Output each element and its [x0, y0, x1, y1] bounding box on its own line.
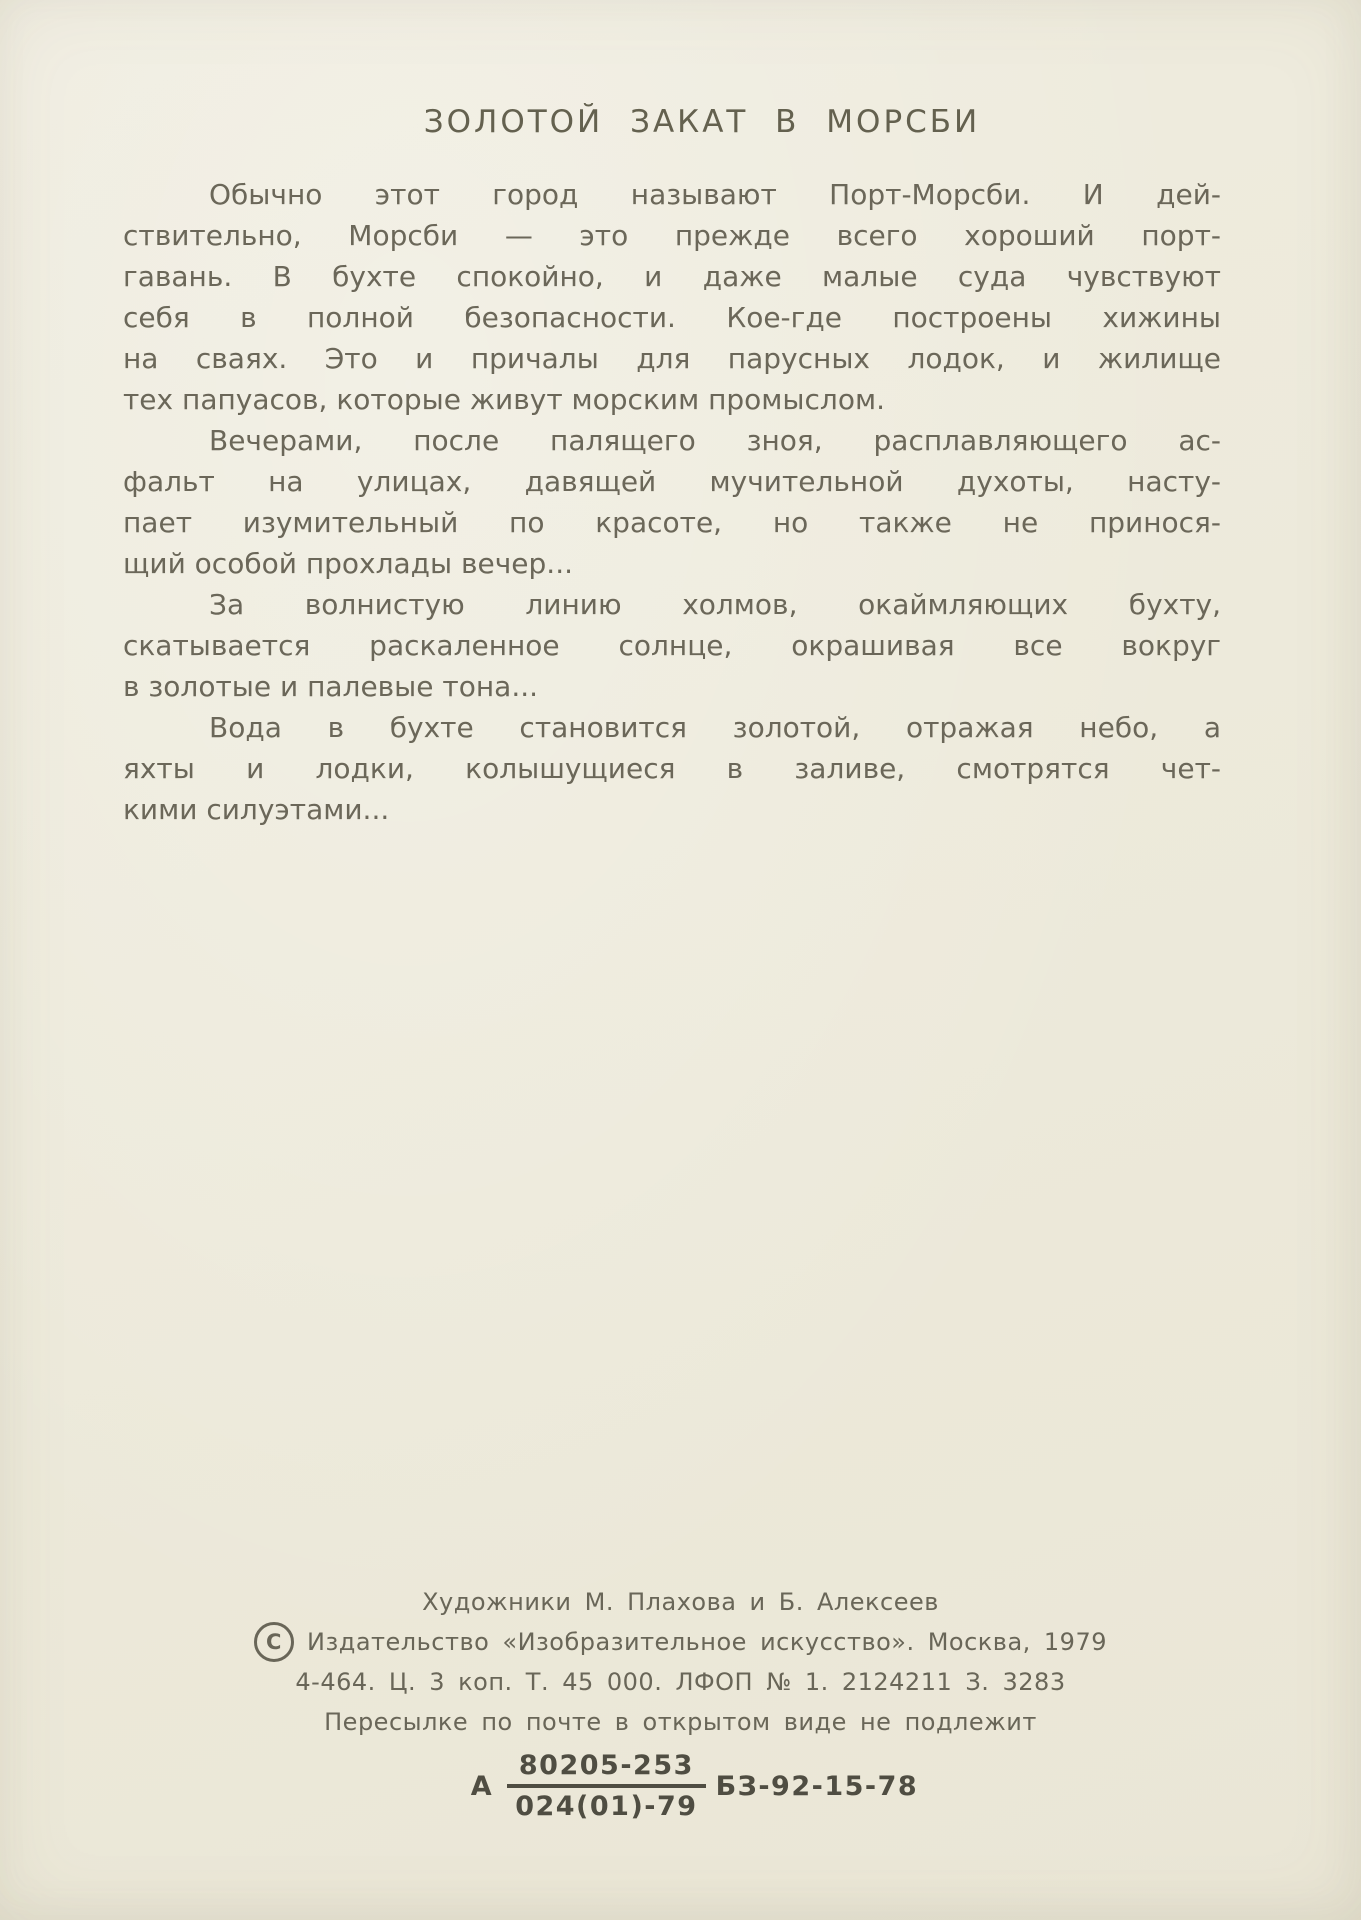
- text-line: скатывается раскаленное солнце, окрашивая все вокруг: [123, 629, 1221, 662]
- catalog-index: [146, 1750, 1243, 1822]
- text-line: кими силуэтами...: [123, 793, 390, 826]
- text-line: щий особой прохлады вечер...: [123, 547, 573, 580]
- index-suffix: БЗ-92-15-78: [715, 1770, 919, 1802]
- artists-credit: Художники М. Плахова и Б. Алексеев: [422, 1588, 939, 1616]
- publisher-text: Издательство «Изобразительное искусство». Москва, 1979: [307, 1628, 1107, 1656]
- page-title: ЗОЛОТОЙ ЗАКАТ В МОРСБИ: [423, 104, 981, 140]
- text-line: тех папуасов, которые живут морским промыслом.: [123, 383, 885, 416]
- text-line: себя в полной безопасности. Кое-где построены хижины: [123, 301, 1221, 334]
- text-line: ствительно, Морсби — это прежде всего хороший порт-: [123, 219, 1221, 252]
- text-line: За волнистую линию холмов, окаймляющих бухту,: [209, 588, 1221, 621]
- mailing-notice: Пересылке по почте в открытом виде не подлежит: [324, 1708, 1037, 1736]
- text-line: гавань. В бухте спокойно, и даже малые суда чувствуют: [123, 260, 1221, 293]
- publisher-credit: [132, 1622, 1229, 1662]
- text-line: на сваях. Это и причалы для парусных лодок, и жилище: [123, 342, 1221, 375]
- index-fraction: [507, 1750, 705, 1822]
- copyright-letter: C: [266, 1630, 282, 1654]
- index-denominator: 024(01)-79: [515, 1791, 698, 1822]
- description-text: [123, 174, 1221, 830]
- index-numerator: 80205-253: [507, 1750, 705, 1788]
- print-run-info: 4-464. Ц. 3 коп. Т. 45 000. ЛФОП № 1. 2124211 З. 3283: [295, 1668, 1066, 1696]
- text-line: яхты и лодки, колышущиеся в заливе, смотрятся чет-: [123, 752, 1221, 785]
- colophon: [132, 1582, 1229, 1742]
- text-line: Вода в бухте становится золотой, отражая небо, а: [209, 711, 1221, 744]
- copyright-icon: [254, 1622, 294, 1662]
- index-series-letter: А: [470, 1770, 494, 1802]
- text-line: пает изумительный по красоте, но также не принося-: [123, 506, 1221, 539]
- text-line: фальт на улицах, давящей мучительной духоты, насту-: [123, 465, 1221, 498]
- text-line: Обычно этот город называют Порт-Морсби. И дей-: [209, 178, 1221, 211]
- text-line: Вечерами, после палящего зноя, расплавляющего ас-: [209, 424, 1221, 457]
- text-line: в золотые и палевые тона...: [123, 670, 539, 703]
